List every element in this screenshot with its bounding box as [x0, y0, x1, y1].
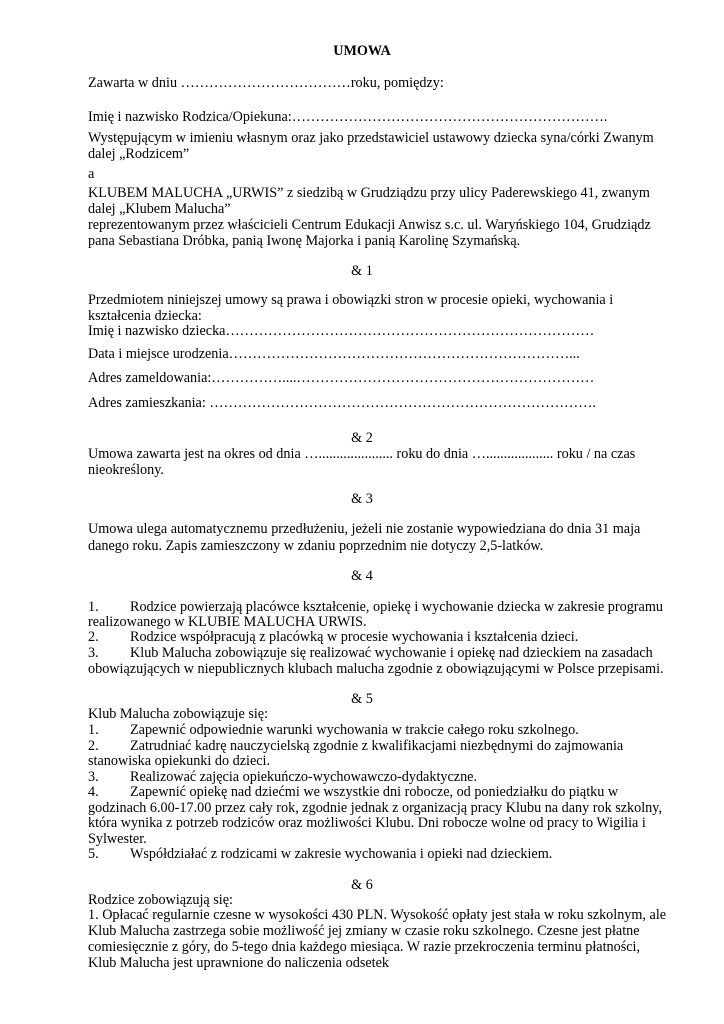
club-line-1: KLUBEM MALUCHA „URWIS” z siedzibą w Grudziądzu przy ulicy Paderewskiego 41, zwanym — [88, 185, 650, 201]
s5-item-5-number: 5. — [88, 846, 99, 862]
s3-line-1: Umowa ulega automatycznemu przedłużeniu, jeżeli nie zostanie wypowiedziana do dnia 31 maja — [88, 521, 641, 537]
s5-item-4-line-4: Sylwester. — [88, 831, 147, 847]
club-line-2: dalej „Klubem Malucha” — [88, 201, 231, 217]
s4-item-3-number: 3. — [88, 645, 99, 661]
s6-line-2: Klub Malucha zastrzega sobie możliwość jej zmiany w czasie roku szkolnego. Czesne jest płatne — [88, 923, 640, 939]
s5-item-2-line-1: Zatrudniać kadrę nauczycielską zgodnie z kwalifikacjami niezbędnymi do zajmowania — [130, 738, 624, 754]
s5-item-3-line-1: Realizować zajęcia opiekuńczo-wychowawczo-dydaktyczne. — [130, 769, 478, 785]
s6-line-3: comiesięcznie z góry, do 5-tego dnia każdego miesiąca. W razie przekroczenia terminu płatności, — [88, 939, 641, 955]
s4-item-1-line-1: Rodzice powierzają placówce kształcenie, opiekę i wychowanie dziecka w zakresie programu — [130, 599, 663, 615]
section-3-heading: & 3 — [351, 491, 373, 507]
club-line-4: pana Sebastiana Dróbka, panią Iwonę Majorka i panią Karolinę Szymańską. — [88, 233, 521, 249]
s5-item-5-line-1: Współdziałać z rodzicami w zakresie wychowania i opieki nad dzieckiem. — [130, 846, 553, 862]
s6-line-1: 1. Opłacać regularnie czesne w wysokości 430 PLN. Wysokość opłaty jest stała w roku szkolnym, ale — [88, 907, 667, 923]
child-name-field: Imię i nazwisko dziecka…………………………………………………………………… — [88, 323, 595, 339]
s5-item-1-line-1: Zapewnić odpowiednie warunki wychowania w trakcie całego roku szkolnego. — [130, 722, 579, 738]
s5-item-4-line-2: godzinach 6.00-17.00 przez cały rok, zgodnie jednak z organizacją pracy Klubu na dany rok szkolny, — [88, 800, 662, 816]
s5-item-2-number: 2. — [88, 738, 99, 754]
acting-line-1: Występującym w imieniu własnym oraz jako przedstawiciel ustawowy dziecka syna/córki Zwanym — [88, 130, 654, 146]
s5-item-2-line-2: stanowiska opiekunki do dzieci. — [88, 753, 271, 769]
s4-item-3-line-1: Klub Malucha zobowiązuje się realizować wychowanie i opiekę nad dzieckiem na zasadach — [130, 645, 653, 661]
club-line-3: reprezentowanym przez właścicieli Centrum Edukacji Anwisz s.c. ul. Waryńskiego 104, Grudziądz — [88, 217, 651, 233]
s2-line-1: Umowa zawarta jest na okres od dnia …..................... roku do dnia …................... roku / na czas — [88, 446, 636, 462]
s5-item-4-number: 4. — [88, 784, 99, 800]
section-5-heading: & 5 — [351, 691, 373, 707]
s4-item-3-line-2: obowiązujących w niepublicznych klubach malucha zgodnie z obowiązującymi w Polsce przepisami. — [88, 661, 664, 677]
s5-item-4-line-1: Zapewnić opiekę nad dziećmi we wszystkie dni robocze, od poniedziałku do piątku w — [130, 784, 619, 800]
birth-field: Data i miejsce urodzenia………………………………………………………………... — [88, 346, 580, 362]
s4-item-1-line-2: realizowanego w KLUBIE MALUCHA URWIS. — [88, 614, 367, 630]
residence-address-field: Adres zamieszkania: ………………………………………………………………………. — [88, 395, 596, 411]
s4-item-2-number: 2. — [88, 629, 99, 645]
s6-lead: Rodzice zobowiązują się: — [88, 892, 233, 908]
s4-item-2-line-1: Rodzice współpracują z placówką w procesie wychowania i kształcenia dzieci. — [130, 629, 579, 645]
acting-line-2: dalej „Rodzicem” — [88, 146, 190, 162]
registered-address-field: Adres zameldowania:……………....……………………………………………………… — [88, 370, 595, 386]
parent-name-line: Imię i nazwisko Rodzica/Opiekuna:…………………………………………………………. — [88, 109, 608, 125]
s4-item-1-number: 1. — [88, 599, 99, 615]
s1-line-2: kształcenia dziecka: — [88, 308, 202, 324]
conjunction-a: a — [88, 166, 95, 182]
s5-item-1-number: 1. — [88, 722, 99, 738]
section-1-heading: & 1 — [351, 263, 373, 279]
document-title: UMOWA — [333, 43, 391, 59]
s6-line-4: Klub Malucha jest uprawnione do naliczenia odsetek — [88, 955, 389, 971]
s5-item-3-number: 3. — [88, 769, 99, 785]
section-4-heading: & 4 — [351, 568, 373, 584]
date-line: Zawarta w dniu ………………………………roku, pomiędzy: — [88, 75, 444, 91]
s5-item-4-line-3: która wynika z potrzeb rodziców oraz możliwości Klubu. Dni robocze wolne od pracy to Wigilia i — [88, 815, 646, 831]
s1-line-1: Przedmiotem niniejszej umowy są prawa i obowiązki stron w procesie opieki, wychowania i — [88, 292, 614, 308]
s3-line-2: danego roku. Zapis zamieszczony w zdaniu poprzednim nie dotyczy 2,5-latków. — [88, 538, 544, 554]
s5-lead: Klub Malucha zobowiązuje się: — [88, 706, 269, 722]
section-2-heading: & 2 — [351, 430, 373, 446]
s2-line-2: nieokreślony. — [88, 462, 164, 478]
section-6-heading: & 6 — [351, 877, 373, 893]
